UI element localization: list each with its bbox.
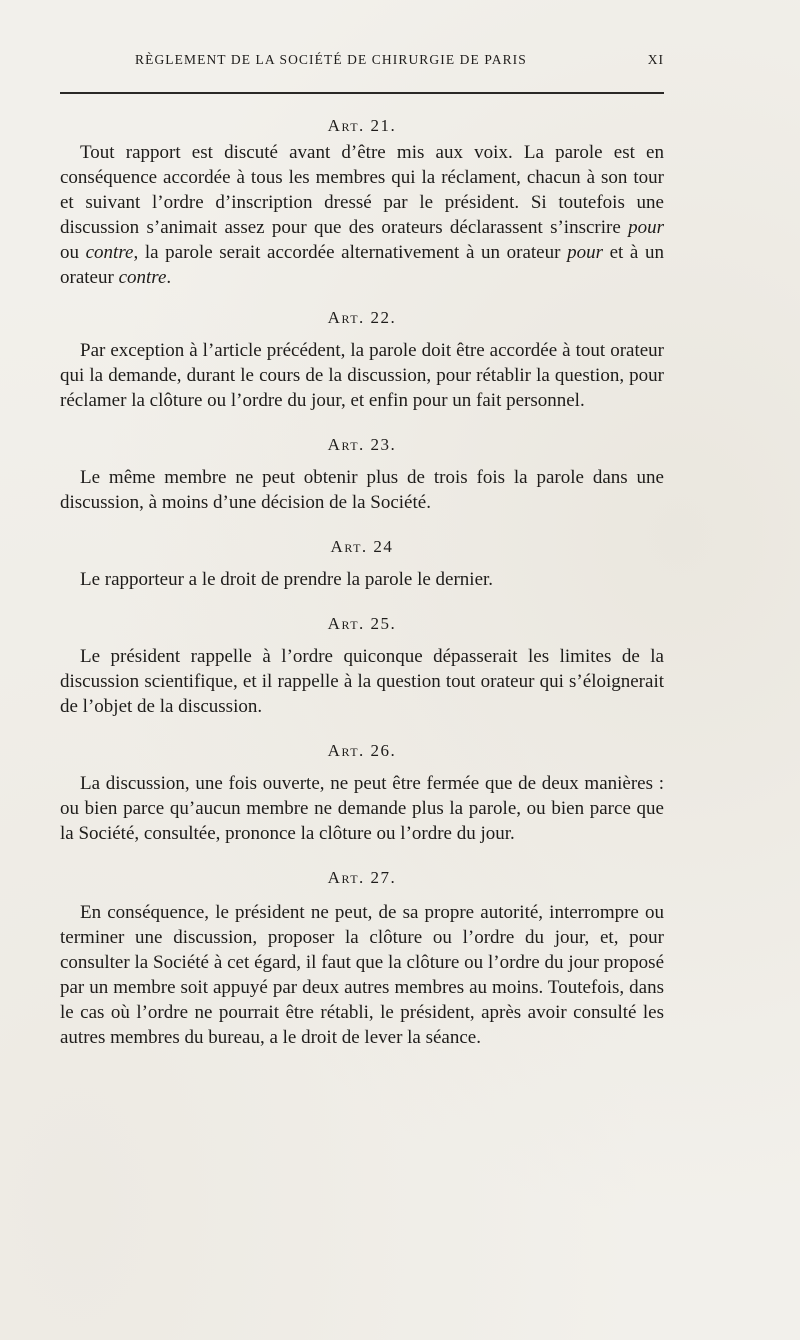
page-number: XI — [647, 52, 664, 67]
article-23 — [60, 431, 664, 515]
article-24 — [60, 533, 664, 592]
article-heading: Art. 25. — [327, 614, 397, 633]
article-27 — [60, 864, 664, 1050]
article-25 — [60, 610, 664, 719]
article-21 — [60, 112, 664, 290]
article-text: La discussion, une fois ouverte, ne peut être fermée que de deux manières : ou bien parce qu’aucun membre ne demande plus la parole, ou bien parce que la Société, consultée, prononce la clôture ou l’ordre du jour. — [60, 773, 664, 844]
article-list — [60, 112, 664, 1050]
article-text: Le même membre ne peut obtenir plus de trois fois la parole dans une discussion, à moins d’une décision de la Société. — [60, 467, 664, 513]
article-heading: Art. 23. — [327, 435, 397, 454]
article-heading: Art. 21. — [327, 116, 397, 135]
header-rule — [60, 92, 664, 94]
article-heading: Art. 22. — [327, 308, 397, 327]
article-22 — [60, 304, 664, 413]
article-text: En conséquence, le président ne peut, de sa propre autorité, interrompre ou terminer une discussion, proposer la clôture ou l’ordre du jour, et, pour consulter la Société à cet égard, il faut que la clôture ou l’ordre du jour proposé par un membre soit appuyé par deux autres membres au moins. Toutefois, dans le cas où l’ordre ne pourrait être rétabli, le président, après avoir consulté les autres membres du bureau, a le droit de lever la séance. — [60, 902, 664, 1048]
running-title: RÈGLEMENT DE LA SOCIÉTÉ DE CHIRURGIE DE PARIS — [135, 52, 527, 67]
article-heading: Art. 24 — [330, 537, 394, 556]
article-26 — [60, 737, 664, 846]
article-text: Tout rapport est discuté avant d’être mis aux voix. La parole est en conséquence accordée à tous les membres qui la réclament, chacun à son tour et suivant l’ordre d’inscription dressé par le président. Si toutefois une discussion s’animait assez pour que des orateurs déclarassent s’inscrire pour ou contre, la parole serait accordée alternativement à un orateur pour et à un orateur contre. — [60, 142, 664, 288]
running-head — [60, 52, 664, 76]
article-heading: Art. 27. — [327, 868, 397, 887]
article-text: Par exception à l’article précédent, la parole doit être accordée à tout orateur qui la demande, durant le cours de la discussion, pour rétablir la question, pour réclamer la clôture ou l’ordre du jour, et enfin pour un fait personnel. — [60, 340, 664, 411]
article-heading: Art. 26. — [327, 741, 397, 760]
article-text: Le président rappelle à l’ordre quiconque dépasserait les limites de la discussion scientifique, et il rappelle à la question tout orateur qui s’éloignerait de l’objet de la discussion. — [60, 646, 664, 717]
article-text: Le rapporteur a le droit de prendre la parole le dernier. — [80, 569, 494, 590]
